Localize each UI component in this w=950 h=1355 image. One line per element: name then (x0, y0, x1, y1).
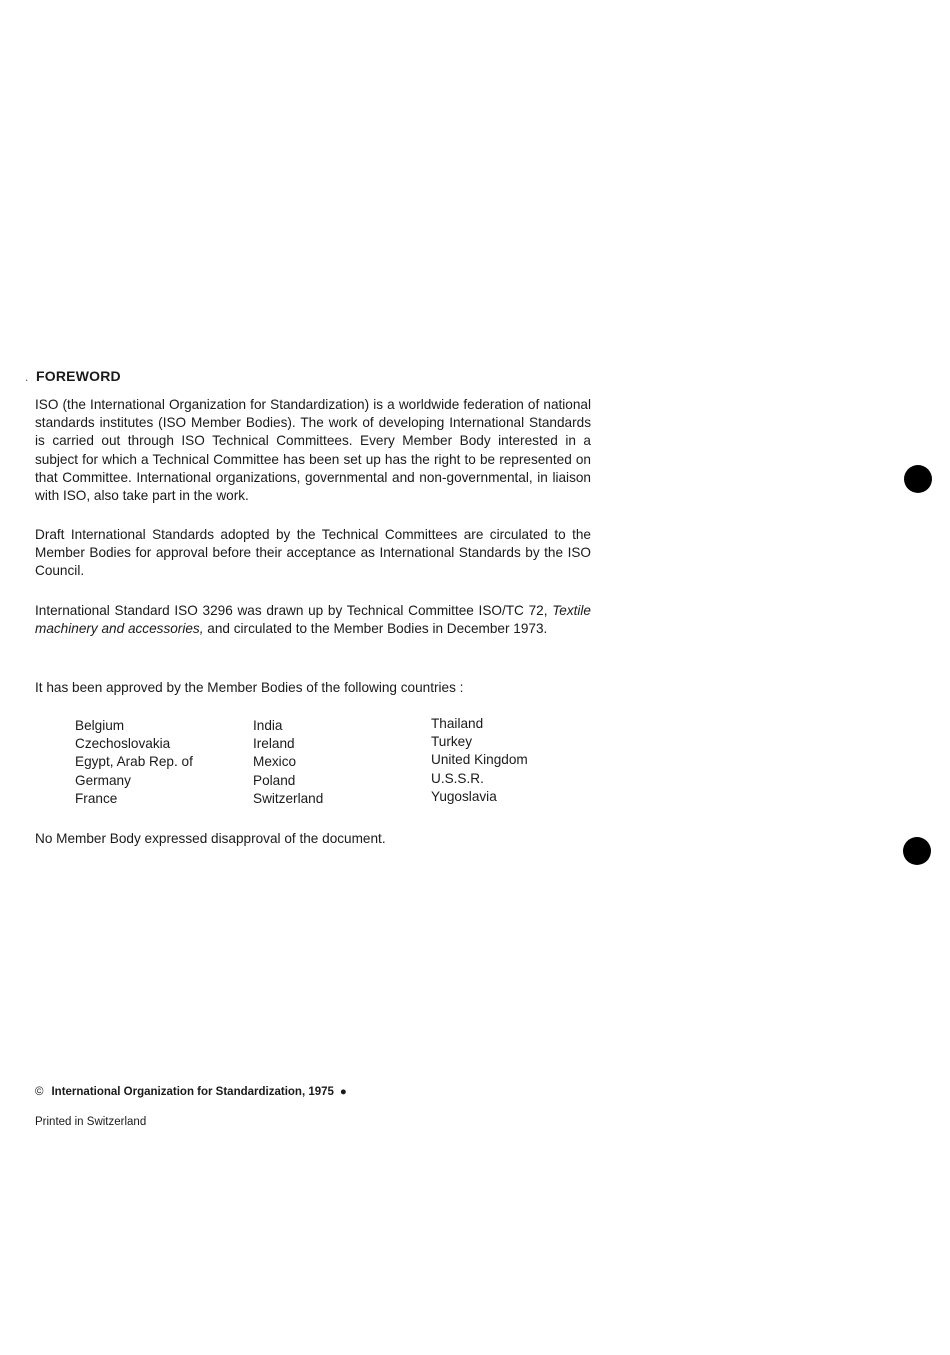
country-item: Thailand (431, 716, 484, 731)
foreword-paragraph-3 (35, 602, 591, 638)
country-item: Mexico (253, 754, 297, 770)
country-item: Switzerland (253, 790, 324, 806)
copyright-line (35, 1086, 347, 1098)
foreword-paragraph-2: Draft International Standards adopted by the Technical Committees are circulated to the Member Bodies for approval before their acceptance as International Standards by the ISO Council. (35, 527, 591, 579)
printed-in: Printed in Switzerland (35, 1116, 147, 1128)
copyright-symbol: © (35, 1086, 44, 1098)
country-column-2 (253, 717, 323, 808)
copyright-bullet: ● (339, 1086, 347, 1098)
country-column-1 (75, 717, 193, 808)
punch-hole-mark (904, 465, 932, 493)
country-item: United Kingdom (431, 752, 528, 768)
country-item: Ireland (253, 736, 295, 752)
country-item: France (75, 790, 118, 806)
country-item: U.S.S.R. (431, 770, 484, 786)
country-column-3 (431, 715, 528, 806)
country-item: Yugoslavia (431, 788, 497, 804)
country-item: Czechoslovakia (75, 736, 171, 752)
paragraph-3-start: International Standard ISO 3296 was drawn up by Technical Committee ISO/TC 72, (35, 603, 553, 618)
country-item: Belgium (75, 718, 125, 733)
country-item: Egypt, Arab Rep. of (75, 754, 193, 770)
country-item: India (253, 718, 283, 733)
punch-hole-mark (903, 837, 931, 865)
foreword-paragraph-5: No Member Body expressed disapproval of the document. (35, 831, 386, 846)
paragraph-3-end: and circulated to the Member Bodies in December 1973. (203, 621, 548, 637)
committee-title: Textile machinery and accessories, (35, 603, 591, 637)
foreword-heading: FOREWORD (36, 368, 121, 384)
country-item: Germany (75, 772, 131, 788)
copyright-text: International Organization for Standardization, 1975 (51, 1086, 334, 1098)
country-item: Turkey (431, 734, 473, 750)
foreword-paragraph-1: ISO (the International Organization for Standardization) is a worldwide federation of national standards institutes (ISO Member Bodies). The work of developing International Standards is carried out through ISO Technical Committees. Every Member Body interested in a subject for which a Technical Committee has been set up has the right to be represented on that Committee. International organizations, governmental and non-governmental, in liaison with ISO, also take part in the work. (35, 397, 591, 504)
margin-mark: . (25, 370, 29, 384)
country-item: Poland (253, 772, 296, 788)
foreword-paragraph-4: It has been approved by the Member Bodies of the following countries : (35, 680, 464, 695)
